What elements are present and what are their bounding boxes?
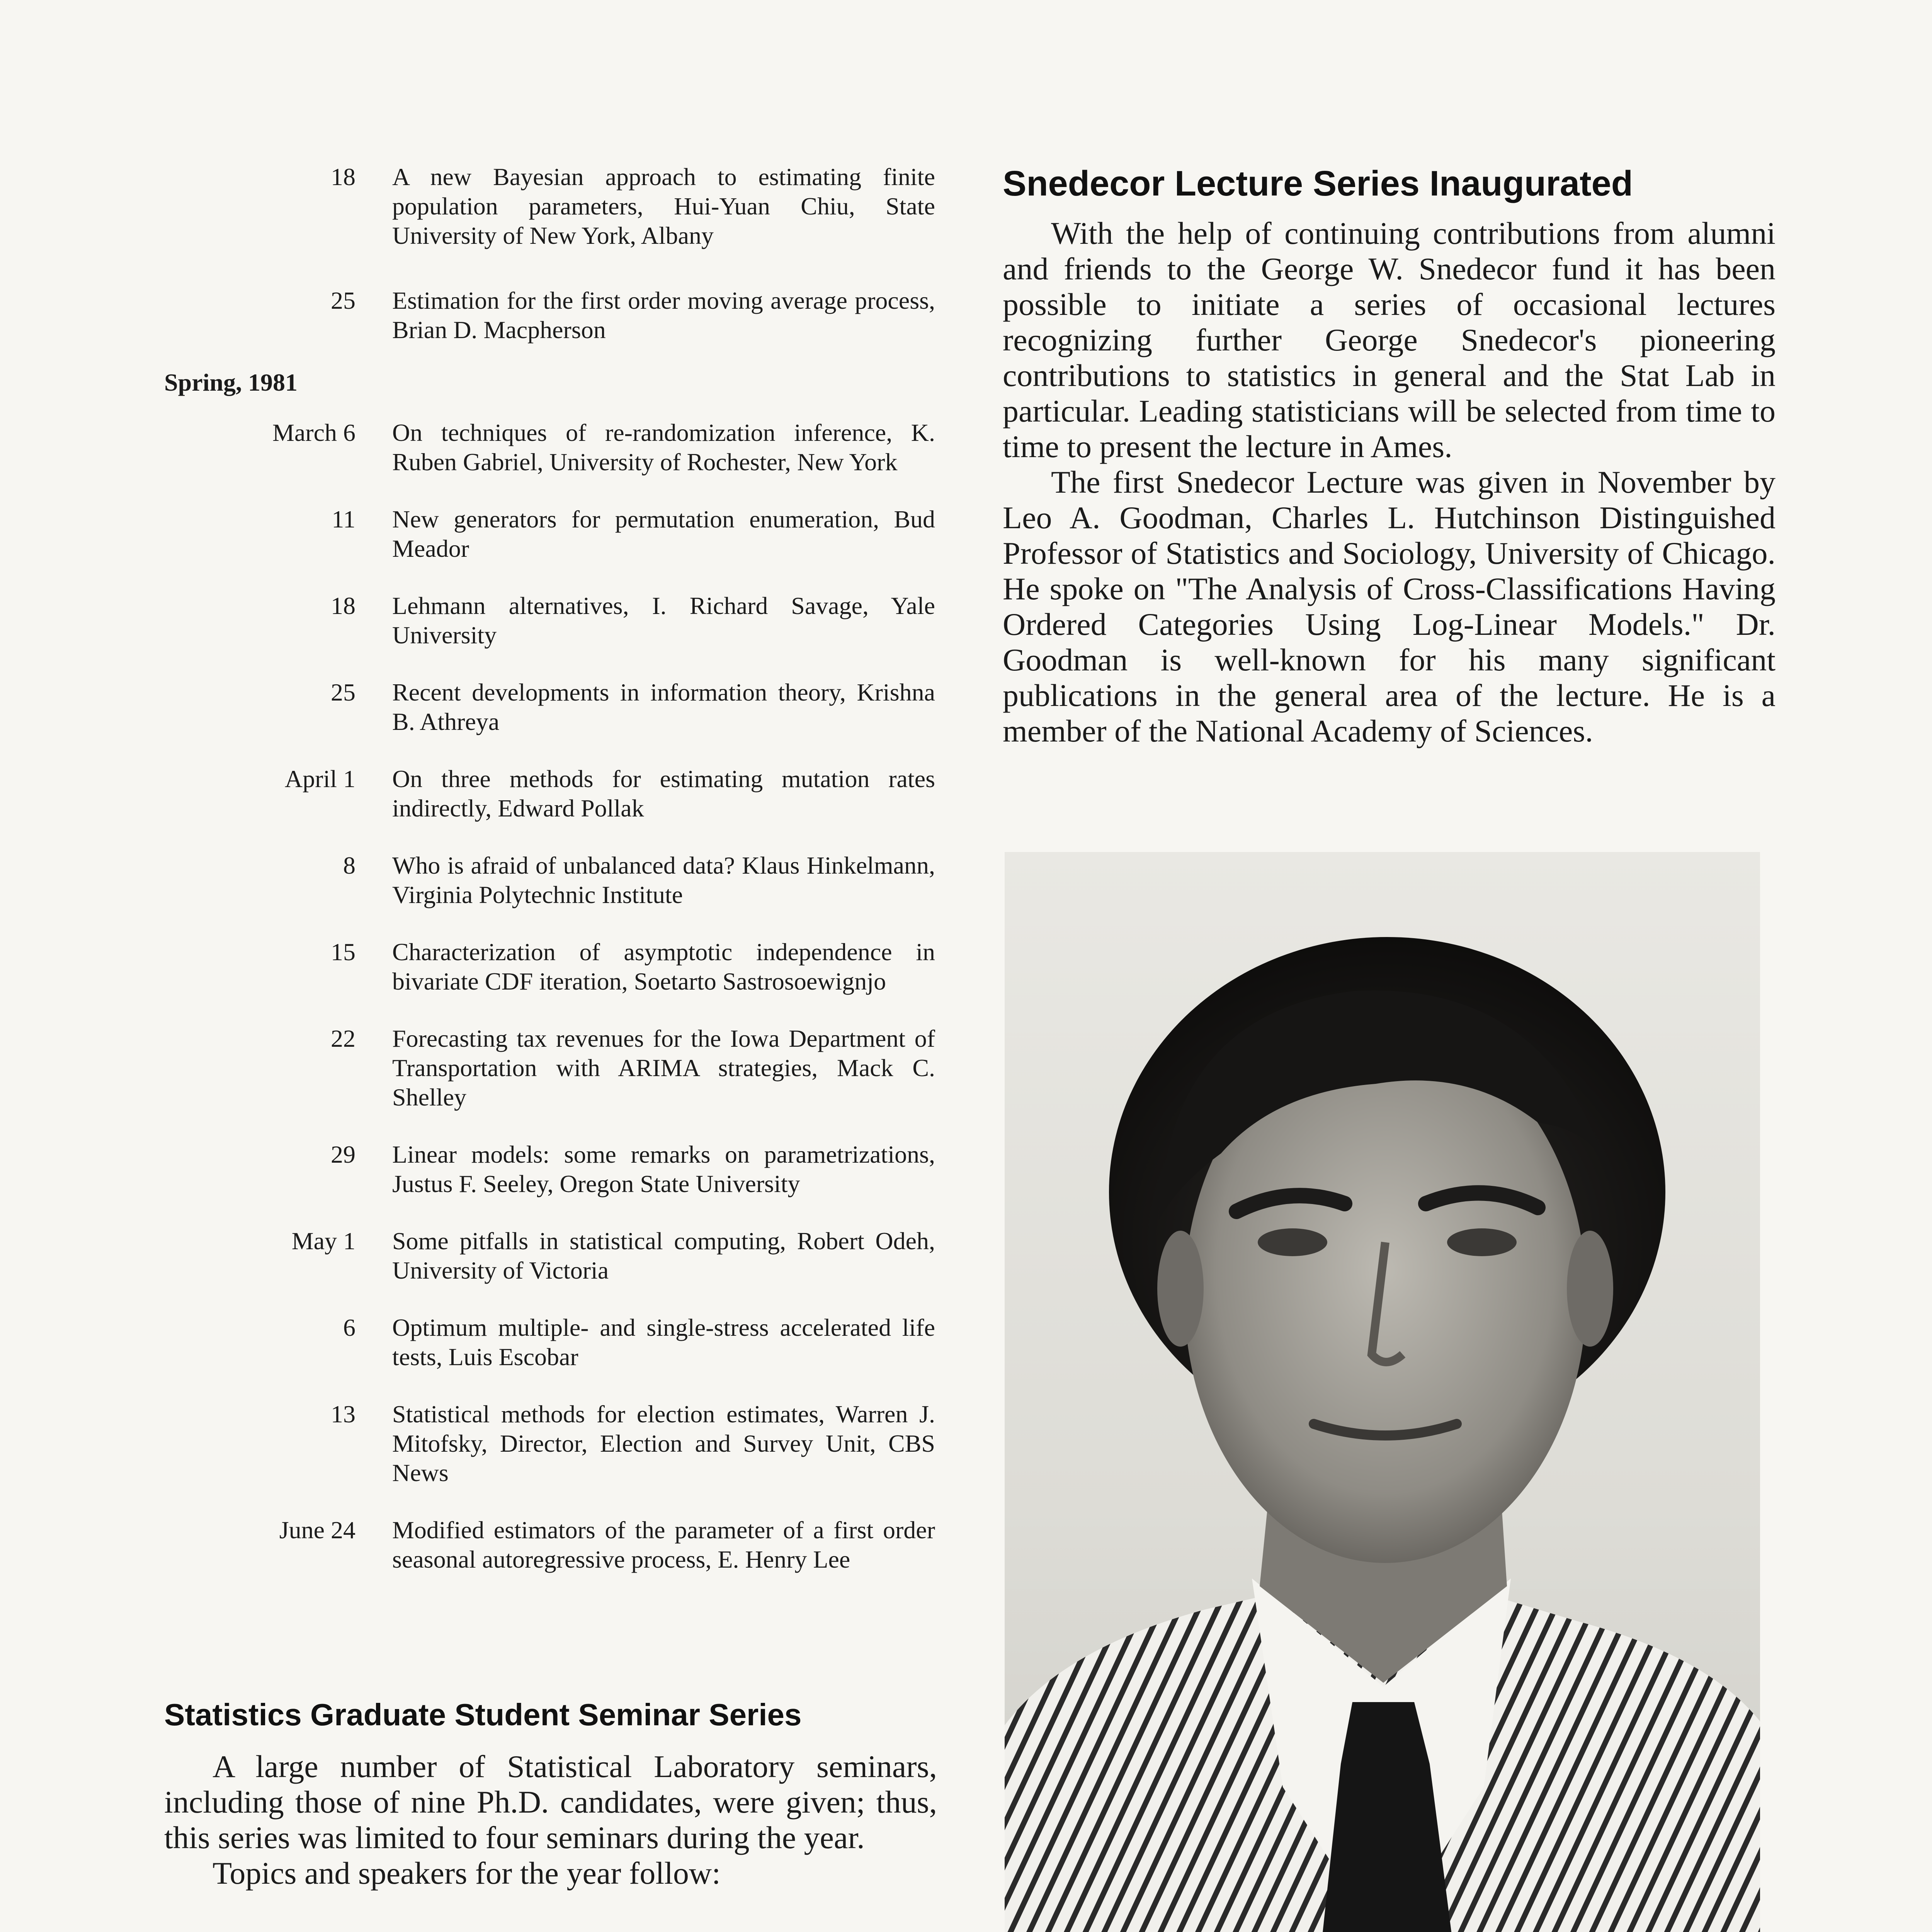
seminar-schedule: [0, 162, 954, 1574]
term-heading: Spring, 1981: [164, 369, 298, 396]
entry-date: 8: [343, 852, 355, 879]
schedule-entry: [0, 286, 954, 345]
entry-text: Some pitfalls in statistical computing, Robert Odeh, University of Victoria: [392, 1227, 935, 1284]
grad-section-heading: Statistics Graduate Student Seminar Series: [164, 1697, 802, 1732]
entry-date: 15: [331, 938, 355, 966]
grad-section-para: Topics and speakers for the year follow:: [213, 1855, 721, 1891]
right-ear: [1567, 1231, 1613, 1347]
entry-date: 18: [331, 163, 355, 190]
snedecor-body: [1003, 216, 1776, 749]
entry-date: 25: [331, 679, 355, 706]
schedule-entry: [0, 1515, 954, 1574]
entry-text: Lehmann alternatives, I. Richard Savage, Yale University: [392, 592, 935, 649]
entry-text: Statistical methods for election estimates, Warren J. Mitofsky, Director, Election and Survey Unit, CBS News: [392, 1400, 935, 1486]
left-ear: [1157, 1231, 1204, 1347]
entry-date: 11: [332, 505, 355, 533]
schedule-entry: [0, 764, 954, 823]
entry-text: On three methods for estimating mutation rates indirectly, Edward Pollak: [392, 765, 935, 822]
entry-date: 22: [331, 1025, 355, 1052]
schedule-entry: [0, 418, 954, 477]
entry-date: April 1: [284, 765, 355, 793]
entry-text: Who is afraid of unbalanced data? Klaus Hinkelmann, Virginia Polytechnic Institute: [392, 852, 935, 908]
right-eye: [1447, 1228, 1517, 1256]
snedecor-para: The first Snedecor Lecture was given in November by Leo A. Goodman, Charles L. Hutchinson Distinguished Professor of Statistics and Sociology, University of Chicago. He spoke on "The Analysis of Cross-Classifications Having Ordered Categories Using Log-Linear Models." Dr. Goodman is well-known for his many significant publications in the general area of the lecture. He is a member of the National Academy of Sciences.: [1003, 464, 1776, 748]
schedule-entry: [0, 162, 954, 250]
entry-date: May 1: [291, 1227, 355, 1255]
entry-text: Linear models: some remarks on parametrizations, Justus F. Seeley, Oregon State University: [392, 1141, 935, 1197]
entry-text: A new Bayesian approach to estimating finite population parameters, Hui-Yuan Chiu, State University of New York, Albany: [392, 163, 935, 249]
entry-date: 13: [331, 1400, 355, 1428]
left-eye: [1258, 1228, 1327, 1256]
schedule-entry: [0, 1024, 954, 1112]
entry-text: Optimum multiple- and single-stress accelerated life tests, Luis Escobar: [392, 1314, 935, 1371]
entry-text: Recent developments in information theory, Krishna B. Athreya: [392, 679, 935, 735]
entry-text: New generators for permutation enumeration, Bud Meador: [392, 505, 935, 562]
schedule-entry: [0, 1313, 954, 1372]
entry-date: 6: [343, 1314, 355, 1341]
entry-date: March 6: [272, 419, 355, 446]
schedule-entry: [0, 1140, 954, 1199]
entry-date: 25: [331, 287, 355, 314]
schedule-entry: [0, 937, 954, 996]
portrait-photo: [1005, 852, 1760, 1932]
snedecor-para: With the help of continuing contributions from alumni and friends to the George W. Snedecor fund it has been possible to initiate a series of occasional lectures recognizing further George Snedecor's pioneering contributions to statistics in general and the Stat Lab in particular. Leading statisticians will be selected from time to time to present the lecture in Ames.: [1003, 216, 1776, 464]
entry-date: 18: [331, 592, 355, 619]
entry-text: Forecasting tax revenues for the Iowa Department of Transportation with ARIMA strategies, Mack C. Shelley: [392, 1025, 935, 1111]
schedule-entry: [0, 505, 954, 563]
grad-section-body: [164, 1749, 937, 1891]
snedecor-heading: Snedecor Lecture Series Inaugurated: [1003, 164, 1633, 203]
entry-date: June 24: [279, 1516, 355, 1544]
snedecor-section: [1003, 162, 1776, 749]
schedule-entry: [0, 851, 954, 910]
entry-text: Modified estimators of the parameter of a first order seasonal autoregressive process, E. Henry Lee: [392, 1516, 935, 1573]
grad-seminar-section: [164, 1696, 937, 1891]
schedule-entry: [0, 591, 954, 650]
schedule-entry: [0, 678, 954, 736]
schedule-entry: [0, 1226, 954, 1285]
entry-date: 29: [331, 1141, 355, 1168]
grad-section-para: A large number of Statistical Laboratory seminars, including those of nine Ph.D. candidates, were given; thus, this series was limited to four seminars during the year.: [164, 1749, 937, 1855]
entry-text: Characterization of asymptotic independence in bivariate CDF iteration, Soetarto Sastrosoewignjo: [392, 938, 935, 995]
schedule-entry: [0, 1400, 954, 1488]
portrait-illustration: [1005, 852, 1760, 1932]
entry-text: On techniques of re-randomization inference, K. Ruben Gabriel, University of Rochester, New York: [392, 419, 935, 476]
entry-text: Estimation for the first order moving average process, Brian D. Macpherson: [392, 287, 935, 344]
